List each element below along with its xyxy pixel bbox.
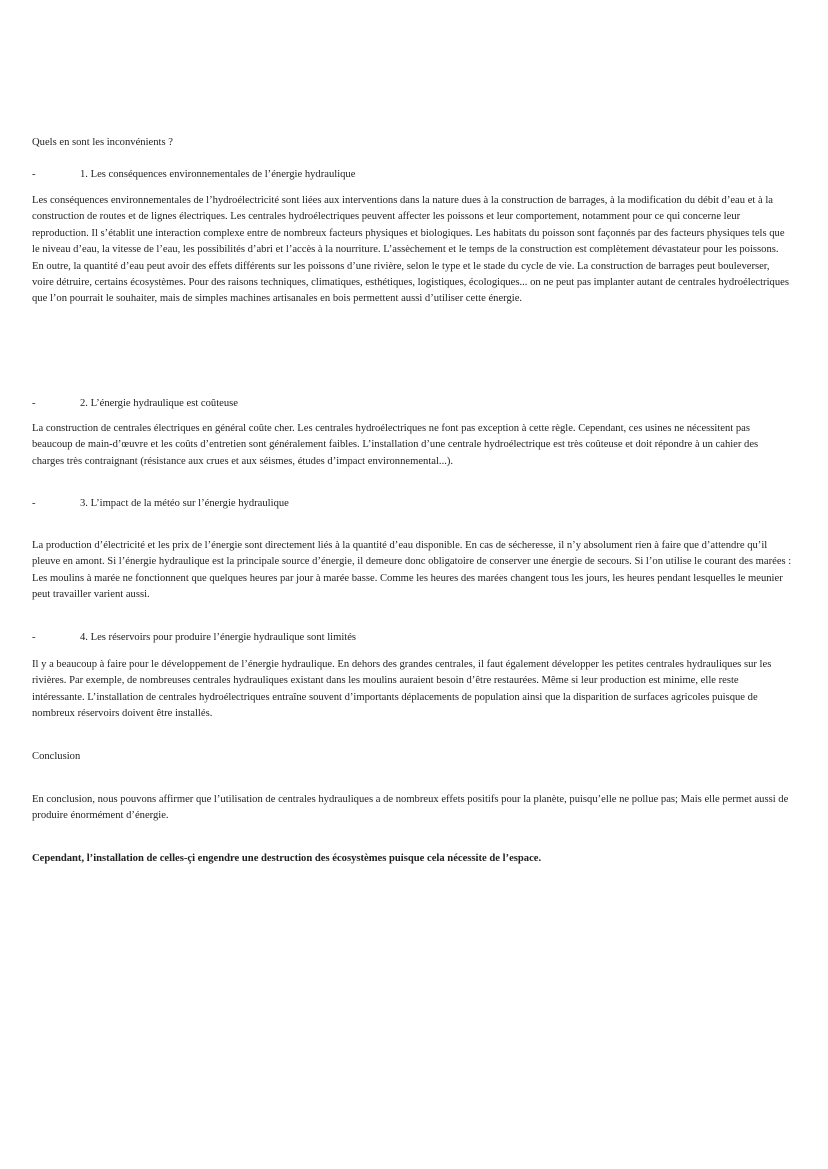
bullet-dash: - xyxy=(32,632,36,643)
conclusion-final-statement: Cependant, l’installation de celles-çi engendre une destruction des écosystèmes puisque cela nécessite de l’espace. xyxy=(32,853,542,864)
section-1-body: Les conséquences environnementales de l’hydroélectricité sont liées aux interventions dans la nature dues à la construction de barrages, à la modification du débit d’eau et à la construction de routes et de lignes électriques. Les centrales hydroélectriques peuvent affecter les poissons et leur comportement, notamment pour ce qui concerne leur reproduction. Il s’établit une interaction complexe entre de nombreux facteurs physiques et biologiques. Les habitats du poisson sont façonnés par des facteurs physiques tels que le niveau d’eau, la vitesse de l’eau, les possibilités d’abri et l’accès à la nourriture. L’assèchement et le temps de la construction est complètement dévastateur pour les poissons. En outre, la quantité d’eau peut avoir des effets différents sur les poissons d’une rivière, selon le type et le stade du cycle de vie. La construction de barrages peut bouleverser, voire détruire, certains écosystèmes. Pour des raisons techniques, climatiques, esthétiques, logistiques, écologiques... on ne peut pas implanter autant de centrales hydroélectriques que l’on pourrait le souhaiter, mais de simples machines artisanales en bois permettent aussi d’utiliser cette énergie. xyxy=(32,195,789,305)
conclusion-heading: Conclusion xyxy=(32,751,81,762)
bullet-dash: - xyxy=(32,169,36,180)
bullet-dash: - xyxy=(32,498,36,509)
intro-question: Quels en sont les inconvénients ? xyxy=(32,137,173,148)
section-2-heading: 2. L’énergie hydraulique est coûteuse xyxy=(80,398,238,409)
conclusion-body: En conclusion, nous pouvons affirmer que l’utilisation de centrales hydrauliques a de nombreux effets positifs pour la planète, puisqu’elle ne pollue pas; Mais elle permet aussi de produire énormément d’énergie. xyxy=(32,794,789,822)
section-3-heading: 3. L’impact de la météo sur l’énergie hydraulique xyxy=(80,498,289,509)
bullet-dash: - xyxy=(32,398,36,409)
section-4-body: Il y a beaucoup à faire pour le développement de l’énergie hydraulique. En dehors des grandes centrales, il faut également développer les petites centrales hydrauliques sur les rivières. Par exemple, de nombreuses centrales hydrauliques existant dans les moulins auraient besoin d’être restaurées. Même si leur production est minime, elle reste intéressante. L’installation de centrales hydroélectriques entraîne souvent d’importants déplacements de population ainsi que la disparition de surfaces agricoles puisque de nombreux réservoirs doivent être installés. xyxy=(32,659,772,720)
section-2-body: La construction de centrales électriques en général coûte cher. Les centrales hydroélectriques ne font pas exception à cette règle. Cependant, ces usines ne nécessitent pas beaucoup de main-d’œuvre et les coûts d’entretien sont généralement faibles. L’installation d’une centrale hydroélectrique est très coûteuse et doit répondre à un cahier des charges très contraignant (résistance aux crues et aux séismes, études d’impact environnemental...). xyxy=(32,423,759,467)
section-4-heading: 4. Les réservoirs pour produire l’énergie hydraulique sont limités xyxy=(80,632,357,643)
section-3-body: La production d’électricité et les prix de l’énergie sont directement liés à la quantité d’eau disponible. En cas de sécheresse, il n’y absolument rien à faire que d’attendre qu’il pleuve en amont. Si l’énergie hydraulique est la principale source d’énergie, il demeure donc obligatoire de conserver une énergie de secours. Si l’on utilise le courant des marées : Les moulins à marée ne fonctionnent que quelques heures par jour à marée basse. Comme les heures des marées changent tous les jours, les heures pendant lesquelles le meunier peut travailler varient aussi. xyxy=(32,540,792,601)
section-1-heading: 1. Les conséquences environnementales de l’énergie hydraulique xyxy=(80,169,356,180)
